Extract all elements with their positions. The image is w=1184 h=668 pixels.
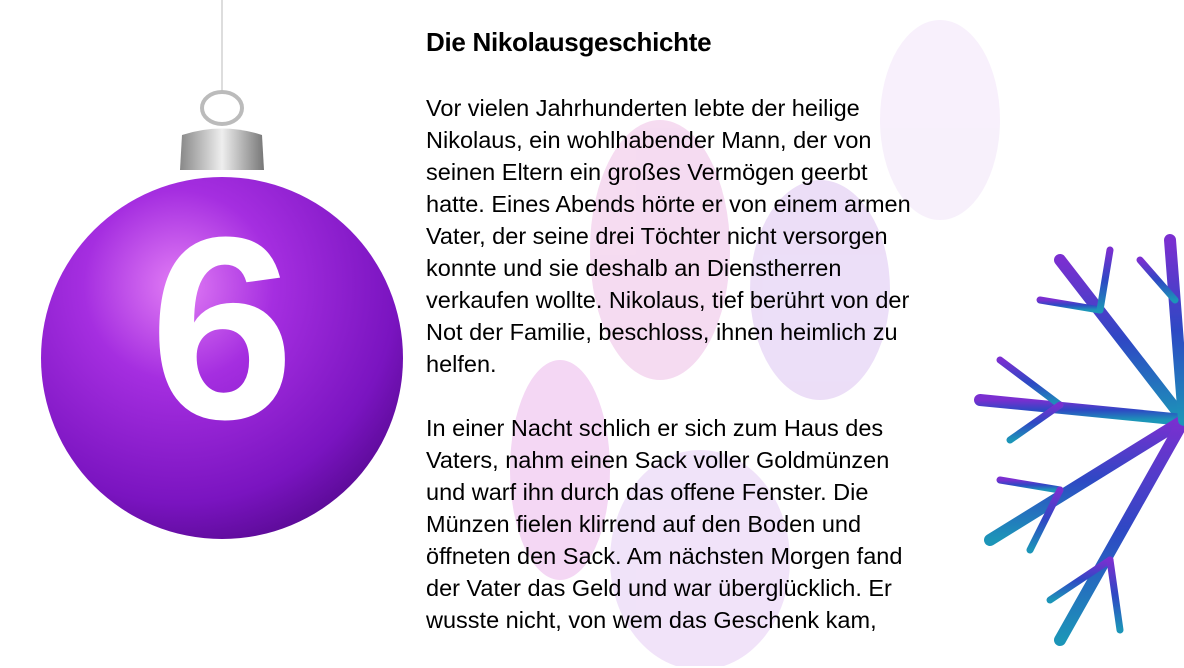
text-line: Vor vielen Jahrhunderten lebte der heilige xyxy=(426,95,860,121)
text-line: helfen. xyxy=(426,351,497,377)
text-line: Münzen fielen klirrend auf den Boden und xyxy=(426,511,862,537)
text-line: seinen Eltern ein großes Vermögen geerbt xyxy=(426,159,868,185)
paragraph-2 xyxy=(426,412,1026,636)
text-line: Vaters, nahm einen Sack voller Goldmünzen xyxy=(426,447,890,473)
ornament-number: 6 xyxy=(149,184,295,474)
text-line: Not der Familie, beschloss, ihnen heimlich zu xyxy=(426,319,898,345)
page-title: Die Nikolausgeschichte xyxy=(426,27,712,57)
story-text xyxy=(426,24,1026,668)
text-line: der Vater das Geld und war überglücklich. Er xyxy=(426,575,892,601)
text-line: verkaufen wollte. Nikolaus, tief berührt von der xyxy=(426,287,910,313)
text-line: hatte. Eines Abends hörte er von einem armen xyxy=(426,191,911,217)
text-line: In einer Nacht schlich er sich zum Haus des xyxy=(426,415,884,441)
text-line: konnte und sie deshalb an Dienstherren xyxy=(426,255,842,281)
text-line: öffneten den Sack. Am nächsten Morgen fand xyxy=(426,543,903,569)
text-line: Vater, der seine drei Töchter nicht versorgen xyxy=(426,223,888,249)
text-line: Nikolaus, ein wohlhabender Mann, der von xyxy=(426,127,872,153)
paragraph-1 xyxy=(426,92,1026,380)
text-line: wusste nicht, von wem das Geschenk kam, xyxy=(426,607,877,633)
text-line: und warf ihn durch das offene Fenster. Die xyxy=(426,479,869,505)
christmas-bauble-icon xyxy=(41,0,403,539)
